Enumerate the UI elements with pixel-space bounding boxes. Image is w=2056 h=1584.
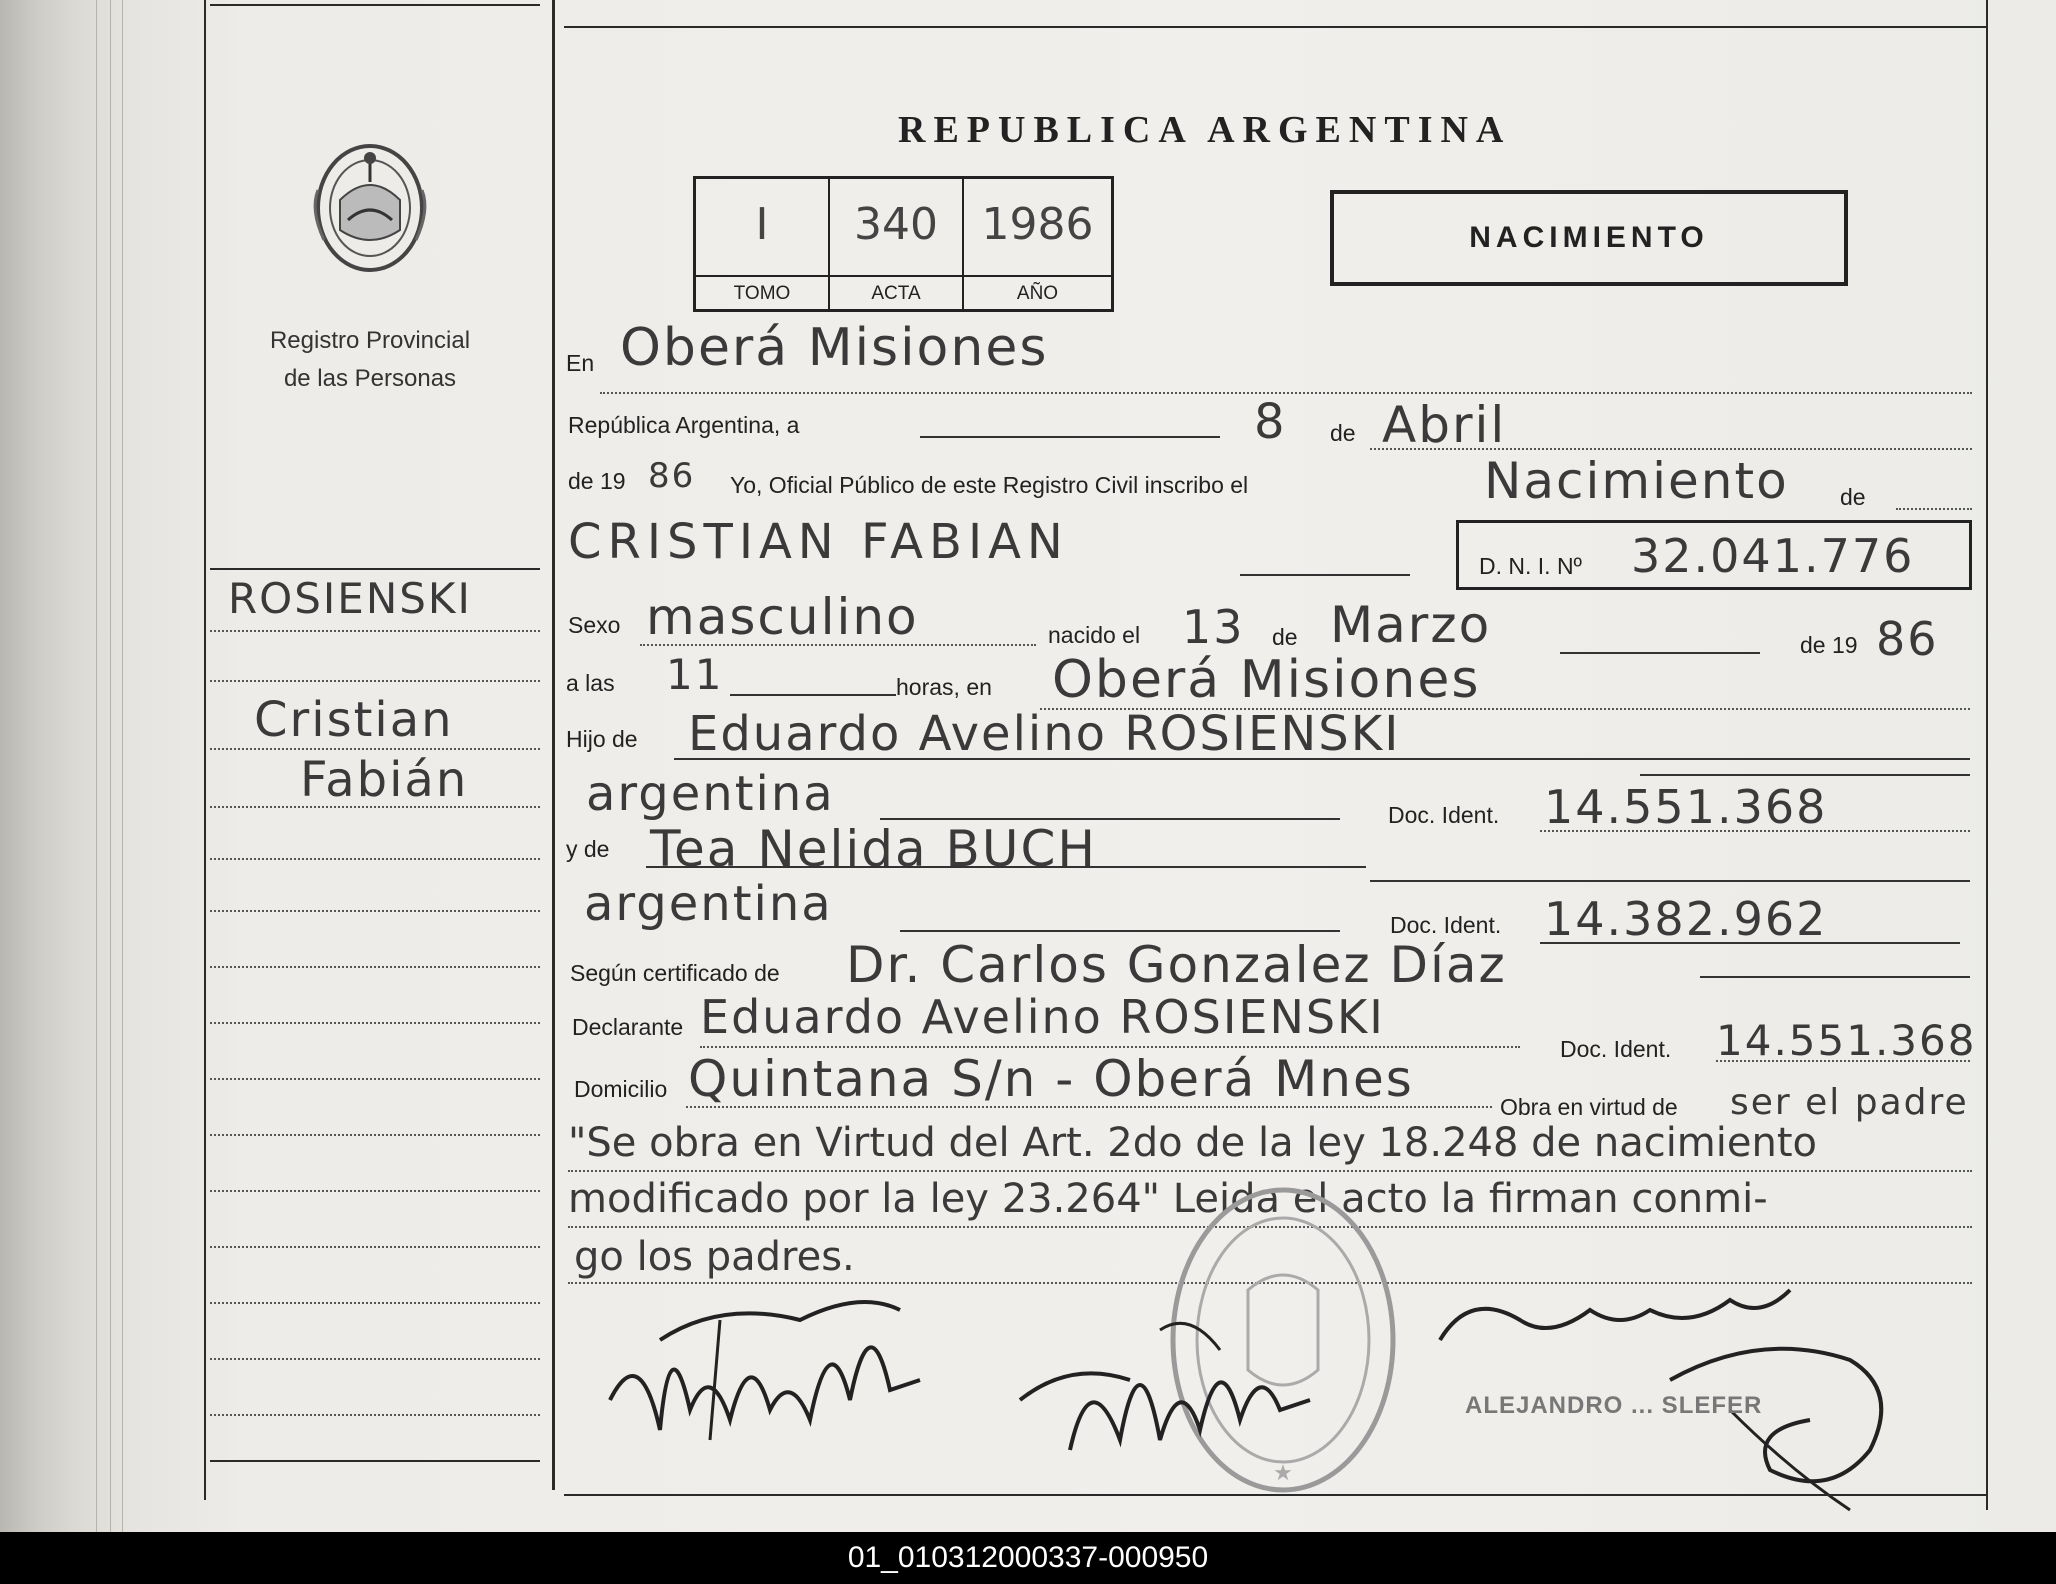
note-rule-1 [568,1170,1972,1172]
page-edge [96,0,97,1532]
dni-value: 32.041.776 [1631,529,1915,583]
margin-given-name-1: Cristian [254,692,454,748]
month-value: Abril [1382,396,1507,454]
official-stamp-name: ALEJANDRO ... SLEFER [1465,1392,1763,1419]
father-line-2 [1640,774,1970,776]
domicilio-label: Domicilio [574,1076,668,1102]
margin-line [210,748,540,750]
act-value: Nacimiento [1484,452,1789,510]
doc-ident-label-declarante: Doc. Ident. [1560,1036,1672,1062]
margin-line [210,806,540,808]
doc-ident-label-mother: Doc. Ident. [1390,912,1502,938]
de19-label: de 19 [1800,632,1858,658]
birth-month-line [1560,652,1760,654]
hour-line [730,694,896,696]
margin-line [210,966,540,968]
act-line [1896,508,1972,510]
margin-line [210,910,540,912]
margin-top-rule [210,568,540,570]
declarante-doc: 14.551.368 [1716,1016,1977,1065]
father-signature-icon [600,1280,960,1460]
margin-line [210,1078,540,1080]
sexo-label: Sexo [568,612,621,638]
birth-year-suffix: 86 [1876,612,1939,666]
mother-signature-icon [1010,1300,1340,1470]
mother-doc: 14.382.962 [1544,892,1828,946]
father-doc: 14.551.368 [1544,780,1828,834]
declarante-label: Declarante [572,1014,684,1040]
margin-given-name-2: Fabián [300,752,469,808]
birth-place-value: Oberá Misiones [1052,650,1481,710]
yde-label: y de [566,836,610,862]
birth-month-value: Marzo [1330,596,1492,654]
name-line [1240,574,1410,576]
yo-text: Yo, Oficial Público de este Registro Civil inscribo el [730,472,1249,498]
mother-line [646,866,1366,868]
father-value: Eduardo Avelino ROSIENSKI [688,706,1401,762]
declarante-line [700,1046,1520,1048]
image-caption: 01_010312000337-000950 [0,1532,2056,1584]
hijo-label: Hijo de [566,726,638,752]
mother-doc-line [1540,942,1960,944]
tomo-label: TOMO [696,275,828,305]
name-value: CRISTIAN FABIAN [568,514,1069,570]
act-type-box: NACIMIENTO [1330,190,1848,286]
de-label: de [1330,420,1356,446]
de-label-3: de [1272,624,1298,650]
en-value: Oberá Misiones [620,318,1049,378]
page-edge [122,0,123,1532]
margin-bottom-rule [210,1460,540,1462]
margin-line [210,858,540,860]
margin-line [210,1134,540,1136]
domicilio-value: Quintana S/n - Oberá Mnes [688,1050,1414,1108]
margin-line [210,1414,540,1416]
certificate-line [1700,976,1970,978]
left-margin-line [204,0,206,1500]
svg-text:★: ★ [1273,1461,1293,1486]
margin-line [210,1302,540,1304]
nacido-label: nacido el [1048,622,1141,648]
sexo-line [640,644,1036,646]
page-edge [110,0,111,1532]
father-doc-line [1540,830,1970,832]
mother-nationality-line [900,930,1340,932]
top-rule [564,26,1988,28]
tomo-acta-ano-box [693,176,1114,312]
acta-cell [830,179,964,309]
sexo-value: masculino [646,588,919,646]
note-line-2: modificado por la ley 23.264" Leida el acto la firman conmi- [568,1176,1768,1222]
republica-label: República Argentina, a [568,412,800,438]
bottom-rule [564,1494,1988,1496]
margin-line [210,1246,540,1248]
margin-line [210,680,540,682]
margin-surname: ROSIENSKI [228,574,472,623]
margin-line [210,630,540,632]
registry-label [220,322,520,398]
alas-label: a las [566,670,615,696]
day-value: 8 [1254,394,1287,450]
acta-value: 340 [854,199,938,250]
registry-label-line-2: de las Personas [283,365,457,392]
ano-cell [964,179,1111,309]
mother-line-2 [1370,880,1970,882]
note-line-1: "Se obra en Virtud del Art. 2do de la ley 18.248 de nacimiento [568,1120,1818,1166]
margin-line [210,1190,540,1192]
month-line [1370,448,1972,450]
year-prefix-label: de 19 [568,468,626,494]
obra-label: Obra en virtud de [1500,1094,1678,1120]
tomo-cell [696,179,830,309]
mother-nationality: argentina [584,876,833,932]
doc-ident-label-father: Doc. Ident. [1388,802,1500,828]
margin-line [210,1358,540,1360]
ano-value: 1986 [981,199,1094,250]
declarante-value: Eduardo Avelino ROSIENSKI [700,990,1385,1044]
dni-box [1456,520,1972,590]
column-divider [552,0,555,1490]
mother-value: Tea Nelida BUCH [650,820,1097,878]
acta-label: ACTA [830,275,962,305]
hour-value: 11 [666,650,724,699]
top-rule-left [210,4,540,6]
ano-label: AÑO [964,275,1111,305]
year-suffix-value: 86 [648,456,696,496]
republica-line [920,436,1220,438]
segun-label: Según certificado de [570,960,780,986]
father-line [674,758,1970,760]
right-border [1986,0,1988,1510]
tomo-value: I [755,199,769,250]
de-label-2: de [1840,484,1866,510]
dni-label: D. N. I. Nº [1479,553,1582,579]
birth-day-value: 13 [1182,600,1245,654]
note-line-3: go los padres. [574,1234,855,1280]
father-nationality: argentina [586,766,835,822]
en-label: En [566,350,595,376]
margin-line [210,1022,540,1024]
provincial-seal-icon [300,130,440,280]
certificate-value: Dr. Carlos Gonzalez Díaz [846,936,1507,994]
obra-value: ser el padre [1730,1082,1969,1123]
registry-label-line-1: Registro Provincial [269,327,471,354]
country-title: REPUBLICA ARGENTINA [898,109,1512,151]
domicilio-line [686,1106,1492,1108]
declarante-doc-line [1716,1060,1970,1062]
horas-label: horas, en [896,674,992,700]
